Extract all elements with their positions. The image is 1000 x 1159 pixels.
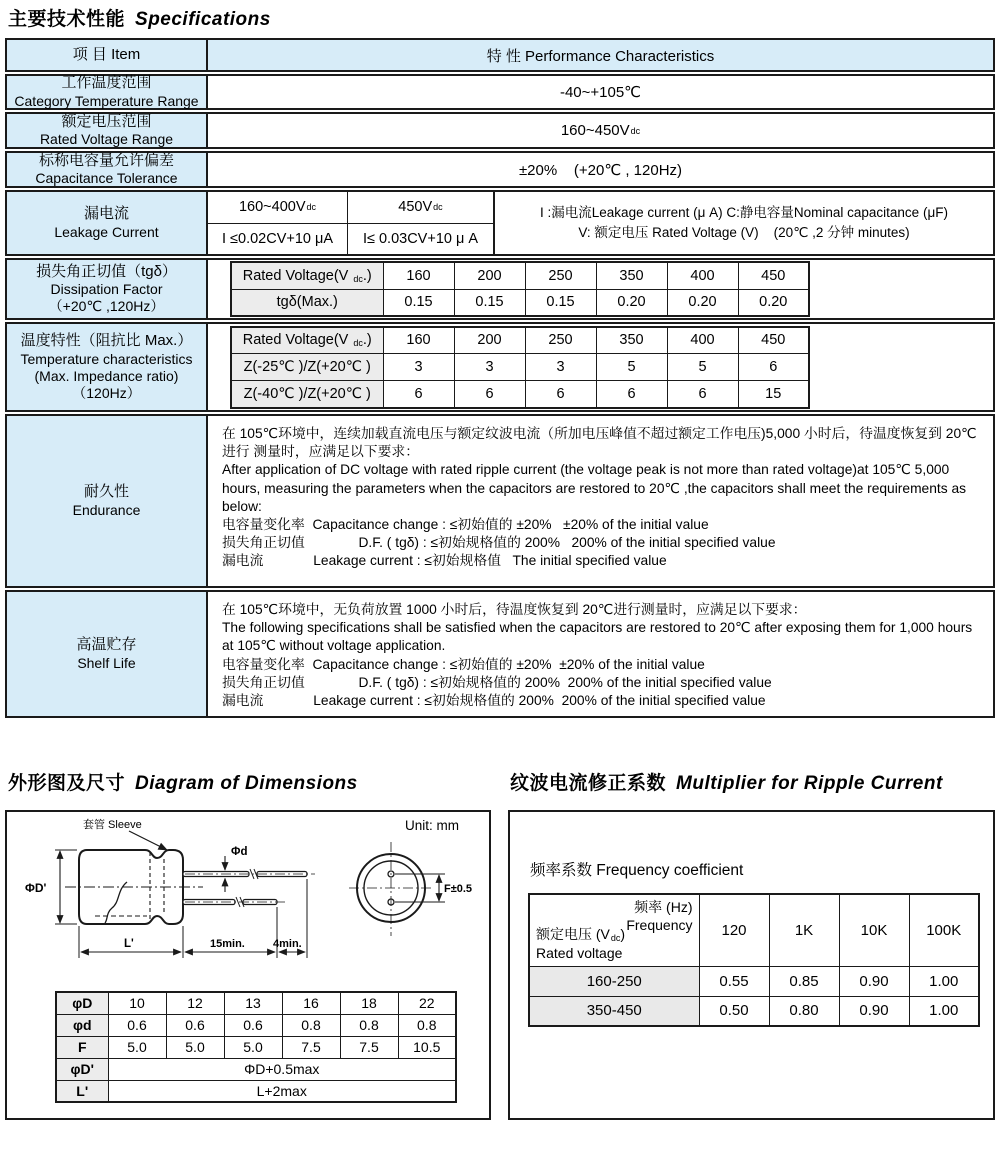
leakage-range-2: 450V dc — [398, 199, 443, 216]
dim-cell: 22 — [398, 992, 456, 1014]
z25-value: 5 — [596, 354, 667, 381]
temperature-voltage: 450 — [738, 327, 809, 354]
z40-value: 6 — [525, 381, 596, 408]
spec-header-row — [5, 38, 995, 72]
z40-value: 6 — [383, 381, 454, 408]
dissipation-value: 0.15 — [454, 289, 525, 316]
leakage-content — [208, 192, 993, 254]
dissipation-label: 损失角正切值（tgδ） Dissipation Factor （+20℃ ,120Hz） — [7, 260, 208, 318]
voltage-range-row-label: 350-450 — [529, 996, 699, 1026]
table-row — [56, 1058, 456, 1080]
frequency-header: 120 — [699, 894, 769, 966]
section2-titles — [0, 768, 1000, 795]
dim-cell: 7.5 — [282, 1036, 340, 1058]
section2-boxes — [0, 810, 1000, 1120]
dim-cell: 10 — [108, 992, 166, 1014]
phiD-label: ΦD' — [25, 881, 47, 895]
spec-header-performance: 特 性 Performance Characteristics — [208, 40, 993, 70]
coefficient-cell: 0.85 — [769, 966, 839, 996]
z25-value: 6 — [738, 354, 809, 381]
endurance-label: 耐久性 Endurance — [7, 416, 208, 586]
dim-row-label: φD — [56, 992, 108, 1014]
z25-value: 3 — [454, 354, 525, 381]
min4-label: 4min. — [273, 938, 302, 950]
dim-cell: 0.8 — [282, 1014, 340, 1036]
frequency-header: 1K — [769, 894, 839, 966]
specifications-title-cn: 主要技术性能 — [8, 9, 126, 30]
dim-cell: 12 — [166, 992, 224, 1014]
temperature-table — [230, 326, 810, 409]
row-dissipation — [5, 258, 995, 320]
table-row — [56, 1014, 456, 1036]
temperature-head: Rated Voltage(V $_{dc}$.) — [231, 327, 383, 354]
temperature-char-content — [208, 324, 993, 410]
coefficient-cell: 0.90 — [839, 996, 909, 1026]
dimensions-box — [5, 810, 491, 1120]
coefficient-cell: 0.55 — [699, 966, 769, 996]
dim-span-cell: ΦD+0.5max — [108, 1058, 456, 1080]
table-row — [56, 992, 456, 1014]
dim-cell: 5.0 — [166, 1036, 224, 1058]
row-voltage-range — [5, 112, 995, 149]
coefficient-cell: 0.80 — [769, 996, 839, 1026]
phid-label: Φd — [231, 846, 248, 858]
corner-voltage-label: 额定电压 $(V_{dc})$ Rated voltage — [536, 925, 626, 962]
dim-cell: 10.5 — [398, 1036, 456, 1058]
corner-frequency-label: 频率 (Hz) Frequency — [626, 899, 693, 934]
dissipation-voltage: 450 — [738, 262, 809, 289]
temp-range-value: -40~+105℃ — [559, 84, 642, 101]
dim-cell: 0.6 — [224, 1014, 282, 1036]
sleeve-label: 套管 Sleeve — [83, 819, 142, 831]
min15-label: 15min. — [210, 938, 245, 950]
z40-label: Z(-40℃ )/Z(+20℃ ) — [231, 381, 383, 408]
endurance-text: 在 105℃环境中，连续加载直流电压与额定纹波电流（所加电压峰值不超过额定工作电压)5,000 小时后，待温度恢复到 20℃ 进行 测量时，应满足以下要求： After application of DC voltage with rated ripple current (the voltage peak is not more than rated voltage)at 105℃ 5,000 hours, measuring the parameters when the capacitors are restored to 20℃ ,the capacitors shall meet the requirements as below: 电容量变化率 Capacitance change : ≤初始值的 ±20% ±20% of the initial value 损失角正切值 D.F. ( tgδ) : ≤初始规格值的 200% 200% of the initial specified value 漏电流 Leakage current : ≤初始规格值 The initial specified value — [222, 426, 981, 569]
leakage-formula-1: I ≤0.02CV+10 μA — [208, 224, 348, 255]
leakage-formula-2: I≤ 0.03CV+10 μ A — [362, 230, 479, 247]
z40-value: 6 — [454, 381, 525, 408]
z25-value: 3 — [383, 354, 454, 381]
voltage-range-row-label: 160-250 — [529, 966, 699, 996]
dissipation-row-label: tgδ(Max.) — [231, 289, 383, 316]
dimensions-title-cn: 外形图及尺寸 — [8, 773, 126, 794]
dissipation-voltage: 250 — [525, 262, 596, 289]
dim-cell: 18 — [340, 992, 398, 1014]
coefficient-cell: 0.90 — [839, 966, 909, 996]
row-leakage — [5, 190, 995, 256]
dim-row-label: F — [56, 1036, 108, 1058]
dissipation-value: 0.20 — [738, 289, 809, 316]
table-row — [529, 996, 979, 1026]
shelf-life-label: 高温贮存 Shelf Life — [7, 592, 208, 716]
spec-table — [5, 38, 995, 718]
table-row — [529, 894, 979, 966]
frequency-coefficient-subtitle: 频率系数 Frequency coefficient — [530, 862, 744, 879]
dim-cell: 0.6 — [166, 1014, 224, 1036]
dim-cell: 0.8 — [340, 1014, 398, 1036]
dim-row-label: φd — [56, 1014, 108, 1036]
L-label: L' — [124, 938, 134, 950]
temperature-char-label: 温度特性（阻抗比 Max.） Temperature characteristics (Max. Impedance ratio) （120Hz） — [7, 324, 208, 410]
leakage-range-1: 160~400V dc — [208, 192, 348, 223]
ripple-box — [508, 810, 995, 1120]
table-row — [529, 966, 979, 996]
dissipation-value: 0.15 — [525, 289, 596, 316]
specifications-title — [0, 4, 1000, 31]
dim-row-label: φD' — [56, 1058, 108, 1080]
dim-cell: 5.0 — [224, 1036, 282, 1058]
dissipation-value: 0.20 — [596, 289, 667, 316]
ripple-title — [502, 768, 943, 795]
ripple-title-en: Multiplier for Ripple Current — [676, 773, 943, 794]
z40-value: 6 — [596, 381, 667, 408]
dim-cell: 7.5 — [340, 1036, 398, 1058]
z40-value: 6 — [667, 381, 738, 408]
temp-range-label: 工作温度范围 Category Temperature Range — [7, 76, 208, 108]
dim-row-label: L' — [56, 1080, 108, 1102]
dimensions-table — [55, 991, 457, 1103]
dissipation-voltage: 350 — [596, 262, 667, 289]
dim-cell: 0.6 — [108, 1014, 166, 1036]
dimensions-title — [0, 768, 502, 795]
dissipation-content — [208, 260, 993, 318]
row-temp-range — [5, 74, 995, 110]
leakage-subtable — [208, 192, 495, 254]
row-tolerance — [5, 151, 995, 188]
unit-label: Unit: mm — [405, 818, 459, 833]
frequency-table — [528, 893, 980, 1027]
capacitor-diagram — [7, 812, 487, 982]
temperature-voltage: 250 — [525, 327, 596, 354]
shelf-life-text: 在 105℃环境中，无负荷放置 1000 小时后，待温度恢复到 20℃进行测量时，应满足以下要求： The following specifications shall be satisfied when the capacitors are restored to 20℃ after exposing them for 1,000 hours at 105℃ without voltage application. 电容量变化率 Capacitance change : ≤初始值的 ±20% ±20% of the initial value 损失角正切值 D.F. ( tgδ) : ≤初始规格值的 200% 200% of the initial specified value 漏电流 Leakage current : ≤初始规格值的 200% 200% of the initial specified value — [222, 602, 977, 709]
row-endurance — [5, 414, 995, 588]
row-shelf-life — [5, 590, 995, 718]
specifications-title-en: Specifications — [135, 9, 271, 30]
table-row — [56, 1080, 456, 1102]
dissipation-voltage: 200 — [454, 262, 525, 289]
leakage-label: 漏电流 Leakage Current — [7, 192, 208, 254]
coefficient-cell: 0.50 — [699, 996, 769, 1026]
dissipation-table — [230, 261, 810, 317]
voltage-range-label: 额定电压范围 Rated Voltage Range — [7, 114, 208, 147]
z25-value: 5 — [667, 354, 738, 381]
dim-span-cell: L+2max — [108, 1080, 456, 1102]
F-label: F±0.5 — [444, 883, 473, 895]
dissipation-value: 0.20 — [667, 289, 738, 316]
temperature-voltage: 200 — [454, 327, 525, 354]
temperature-voltage: 400 — [667, 327, 738, 354]
frequency-corner-cell — [529, 894, 699, 966]
temperature-voltage: 160 — [383, 327, 454, 354]
z25-label: Z(-25℃ )/Z(+20℃ ) — [231, 354, 383, 381]
dissipation-head: Rated Voltage(V $_{dc}$.) — [231, 262, 383, 289]
temperature-voltage: 350 — [596, 327, 667, 354]
leakage-note: I :漏电流Leakage current (μ A) C:静电容量Nominal capacitance (μF) V: 额定电压 Rated Voltage (V) (20℃ ,2 分钟 minutes) — [540, 204, 948, 240]
spec-header-item: 项 目 Item — [7, 40, 208, 70]
dissipation-voltage: 400 — [667, 262, 738, 289]
frequency-header: 100K — [909, 894, 979, 966]
dissipation-voltage: 160 — [383, 262, 454, 289]
table-row — [56, 1036, 456, 1058]
frequency-header: 10K — [839, 894, 909, 966]
coefficient-cell: 1.00 — [909, 996, 979, 1026]
dissipation-value: 0.15 — [383, 289, 454, 316]
z25-value: 3 — [525, 354, 596, 381]
coefficient-cell: 1.00 — [909, 966, 979, 996]
tolerance-value: ±20% (+20℃ , 120Hz) — [518, 161, 683, 179]
dim-cell: 13 — [224, 992, 282, 1014]
tolerance-label: 标称电容量允许偏差 Capacitance Tolerance — [7, 153, 208, 186]
ripple-title-cn: 纹波电流修正系数 — [510, 773, 667, 794]
row-temperature-char — [5, 322, 995, 412]
dim-cell: 16 — [282, 992, 340, 1014]
dimensions-title-en: Diagram of Dimensions — [135, 773, 358, 794]
dim-cell: 0.8 — [398, 1014, 456, 1036]
dim-cell: 5.0 — [108, 1036, 166, 1058]
voltage-range-value: 160~450V dc — [560, 122, 641, 139]
z40-value: 15 — [738, 381, 809, 408]
